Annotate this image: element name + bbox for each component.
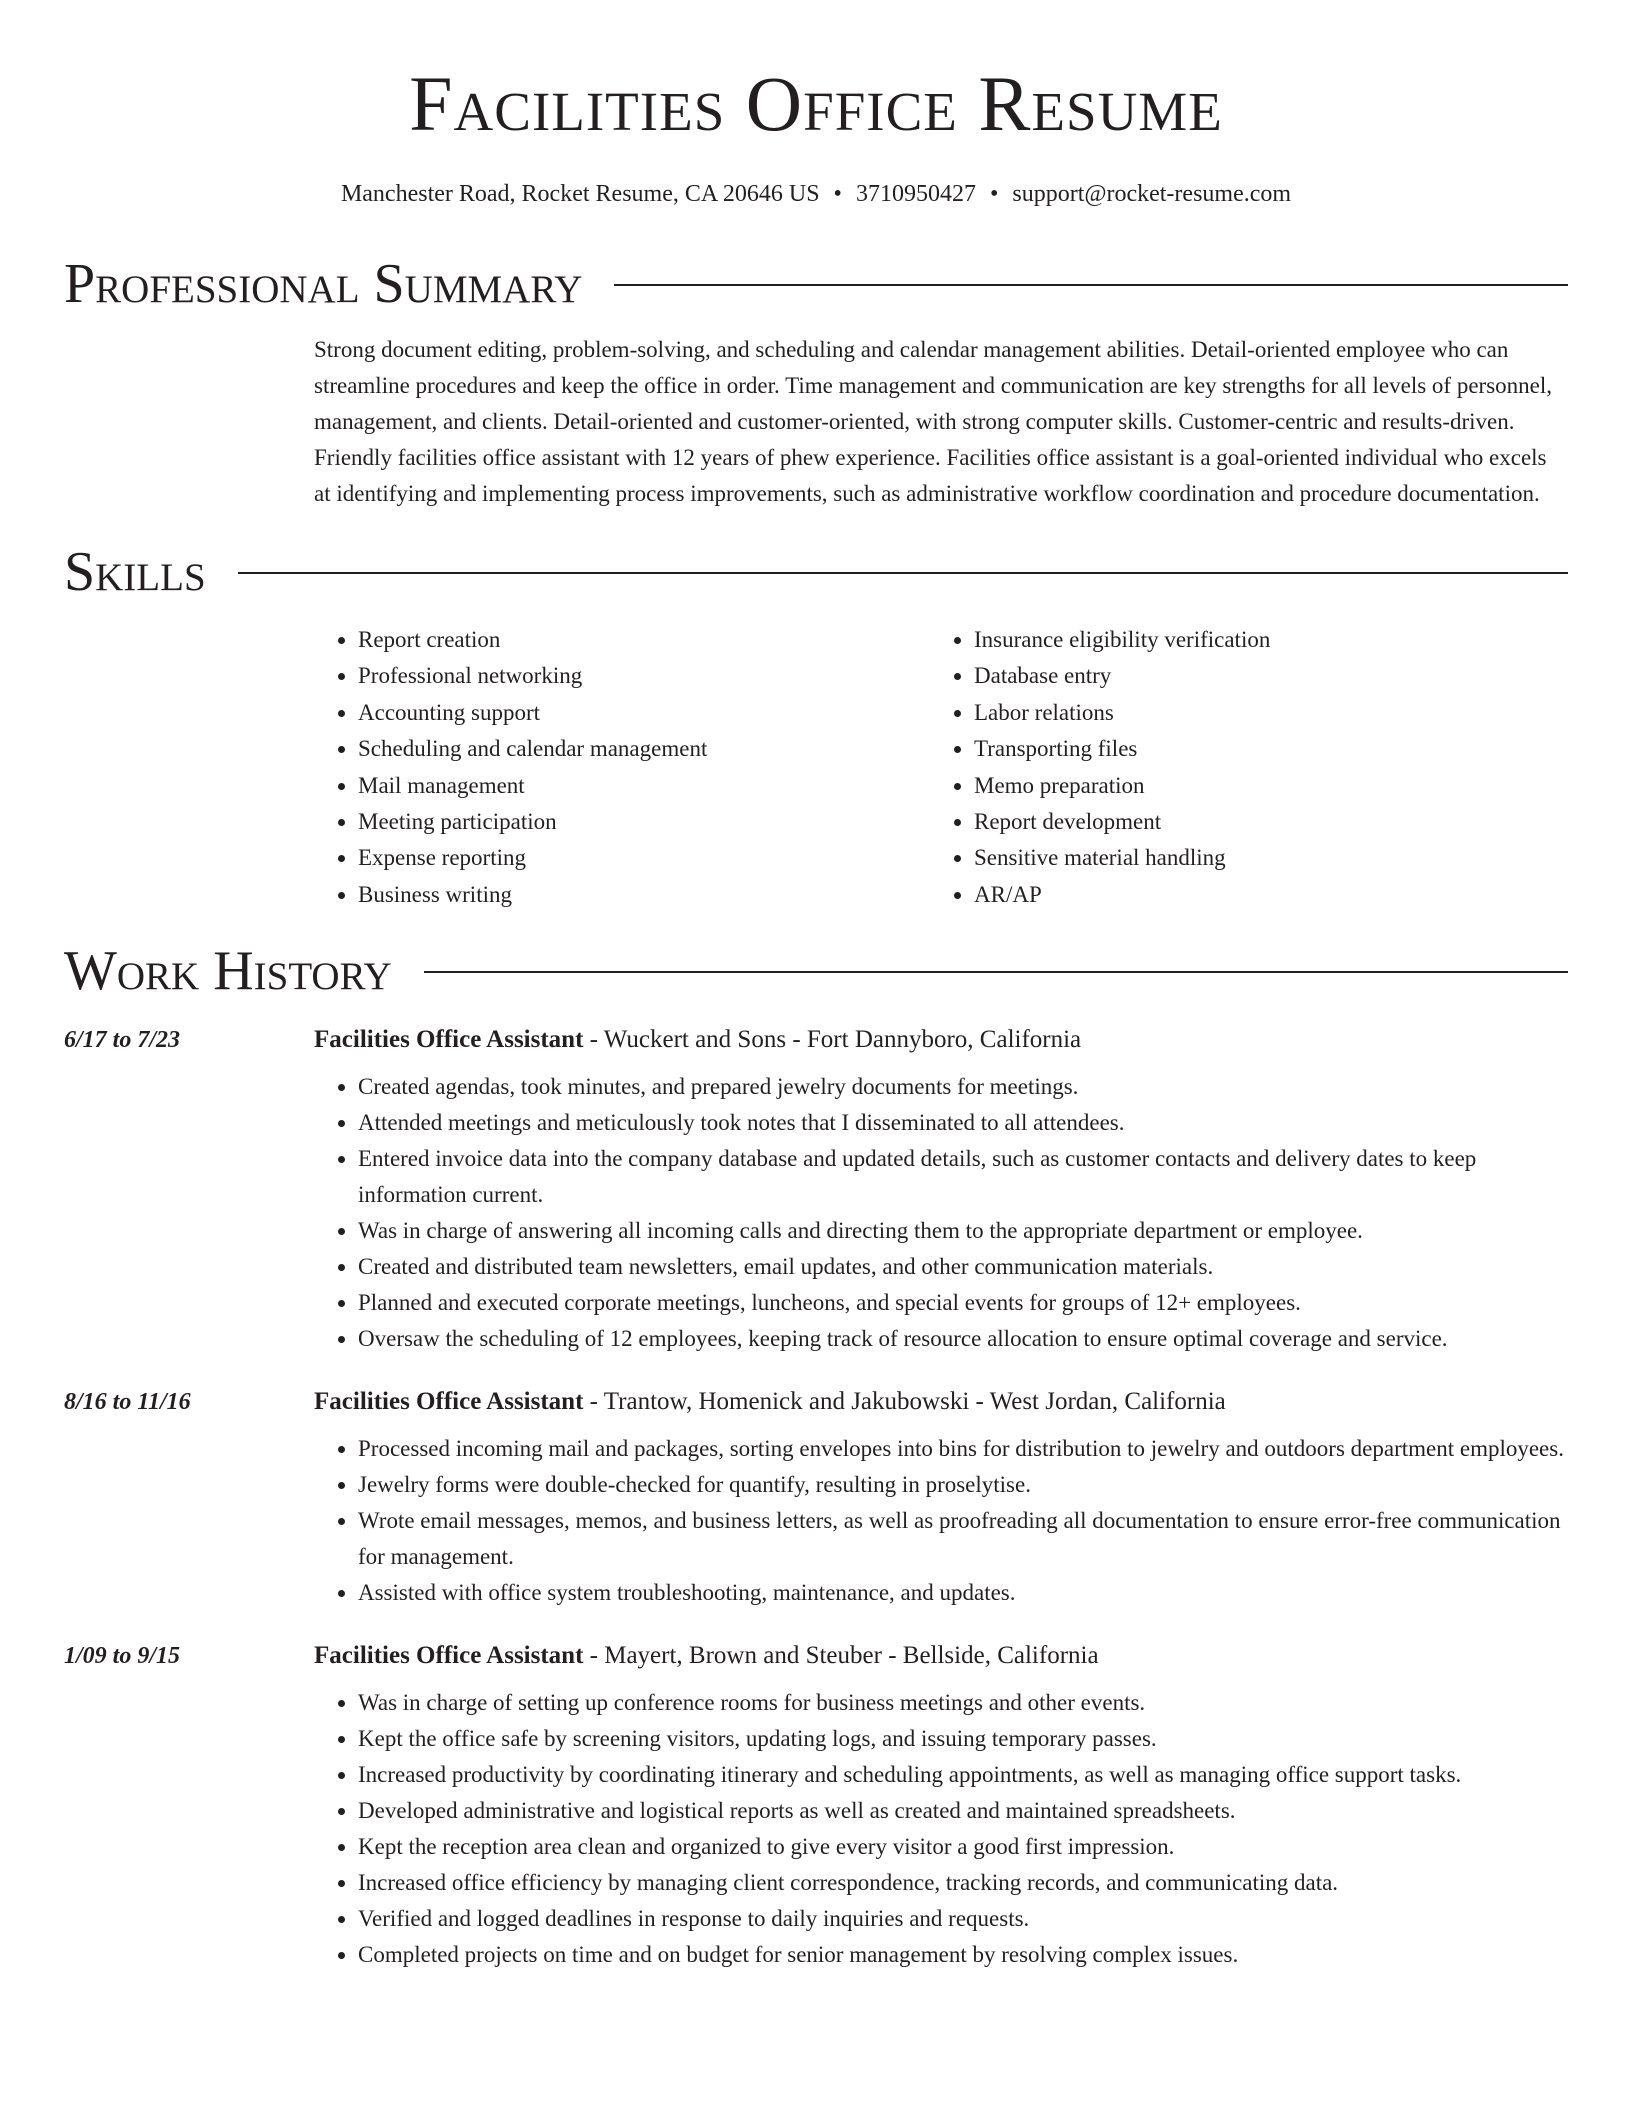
- job-bullet: • Developed administrative and logistical reports as well as created and maintained spreadsheets.: [358, 1793, 1568, 1829]
- job-bullet: • Kept the reception area clean and organized to give every visitor a good first impression.: [358, 1829, 1568, 1865]
- skill-item: • Database entry: [974, 658, 1546, 694]
- job-title: Facilities Office Assistant: [314, 1388, 584, 1416]
- job-entry: [64, 1639, 1568, 1973]
- contact-line: [64, 178, 1568, 210]
- job-bullet: • Created agendas, took minutes, and prepared jewelry documents for meetings.: [358, 1069, 1568, 1105]
- job-employer: - Wuckert and Sons - Fort Dannyboro, California: [583, 1026, 1082, 1054]
- skills-list: [314, 622, 1568, 913]
- skill-item: • Mail management: [358, 768, 930, 804]
- contact-address: Manchester Road, Rocket Resume, CA 20646 US: [340, 181, 820, 207]
- section-divider: [238, 572, 1568, 574]
- skill-item: • Labor relations: [974, 695, 1546, 731]
- skills-column-right: [930, 622, 1546, 913]
- skill-item: • Transporting files: [974, 731, 1546, 767]
- work-section-header: [64, 939, 1568, 1003]
- job-heading: [314, 1639, 1568, 1673]
- job-bullets: [314, 1431, 1568, 1611]
- skills-heading: Skills: [64, 541, 206, 603]
- job-employer: - Trantow, Homenick and Jakubowski - West Jordan, California: [583, 1388, 1226, 1416]
- contact-phone: 3710950427: [855, 181, 976, 207]
- job-bullets: [314, 1069, 1568, 1357]
- contact-email: support@rocket-resume.com: [1012, 181, 1292, 207]
- skill-item: • Memo preparation: [974, 768, 1546, 804]
- job-bullet: • Jewelry forms were double-checked for quantify, resulting in proselytise.: [358, 1467, 1568, 1503]
- skill-item: • Meeting participation: [358, 804, 930, 840]
- job-bullet: • Completed projects on time and on budget for senior management by resolving complex issues.: [358, 1937, 1568, 1973]
- job-bullet: • Increased office efficiency by managing client correspondence, tracking records, and communicating data.: [358, 1865, 1568, 1901]
- job-heading: [314, 1023, 1568, 1057]
- job-employer: - Mayert, Brown and Steuber - Bellside, California: [583, 1642, 1099, 1670]
- skill-item: • Report creation: [358, 622, 930, 658]
- job-bullets: [314, 1685, 1568, 1973]
- job-title: Facilities Office Assistant: [314, 1026, 584, 1054]
- job-entry: [64, 1023, 1568, 1357]
- skill-item: • Accounting support: [358, 695, 930, 731]
- job-bullet: • Verified and logged deadlines in response to daily inquiries and requests.: [358, 1901, 1568, 1937]
- skill-item: • Scheduling and calendar management: [358, 731, 930, 767]
- job-bullet: • Was in charge of setting up conference rooms for business meetings and other events.: [358, 1685, 1568, 1721]
- job-bullet: • Created and distributed team newsletters, email updates, and other communication materials.: [358, 1249, 1568, 1285]
- job-bullet: • Planned and executed corporate meetings, luncheons, and special events for groups of 12+ employees.: [358, 1285, 1568, 1321]
- job-heading: [314, 1385, 1568, 1419]
- job-bullet: • Wrote email messages, memos, and business letters, as well as proofreading all documentation to ensure error-free communication for management.: [358, 1503, 1568, 1575]
- summary-section-header: [64, 252, 1568, 316]
- skill-item: • Professional networking: [358, 658, 930, 694]
- skill-item: • Business writing: [358, 877, 930, 913]
- work-history-list: [64, 1023, 1568, 1973]
- section-divider: [614, 284, 1568, 286]
- skill-item: • Insurance eligibility verification: [974, 622, 1546, 658]
- resume-title: Facilities Office Resume: [409, 60, 1223, 147]
- work-heading: Work History: [64, 940, 392, 1003]
- job-bullet: • Oversaw the scheduling of 12 employees, keeping track of resource allocation to ensure optimal coverage and service.: [358, 1321, 1568, 1357]
- job-bullet: • Increased productivity by coordinating itinerary and scheduling appointments, as well as managing office support tasks.: [358, 1757, 1568, 1793]
- job-dates: 8/16 to 11/16: [64, 1389, 191, 1416]
- resume-page: [64, 0, 1568, 1973]
- summary-text: Strong document editing, problem-solving, and scheduling and calendar management abilities. Detail-oriented employee who can streamline procedures and keep the office in order. Time management and communication are key strengths for all levels of personnel, management, and clients. Detail-oriented and customer-oriented, with strong computer skills. Customer-centric and results-driven. Friendly facilities office assistant with 12 years of phew experience. Facilities office assistant is a goal-oriented individual who excels at identifying and implementing process improvements, such as administrative workflow coordination and procedure documentation.: [314, 337, 1552, 506]
- skill-item: • Report development: [974, 804, 1546, 840]
- job-bullet: • Assisted with office system troubleshooting, maintenance, and updates.: [358, 1575, 1568, 1611]
- skill-item: • AR/AP: [974, 877, 1546, 913]
- job-dates: 1/09 to 9/15: [64, 1643, 181, 1670]
- contact-separator: •: [989, 181, 999, 207]
- contact-separator: •: [833, 181, 842, 207]
- skill-item: • Expense reporting: [358, 840, 930, 876]
- job-bullet: • Attended meetings and meticulously took notes that I disseminated to all attendees.: [358, 1105, 1568, 1141]
- skills-section-header: [64, 540, 1568, 604]
- job-entry: [64, 1385, 1568, 1611]
- job-bullet: • Kept the office safe by screening visitors, updating logs, and issuing temporary passes.: [358, 1721, 1568, 1757]
- job-dates: 6/17 to 7/23: [64, 1027, 181, 1054]
- job-bullet: • Was in charge of answering all incoming calls and directing them to the appropriate department or employee.: [358, 1213, 1568, 1249]
- job-title: Facilities Office Assistant: [314, 1642, 584, 1670]
- job-bullet: • Entered invoice data into the company database and updated details, such as customer contacts and delivery dates to keep information current.: [358, 1141, 1568, 1213]
- section-divider: [424, 971, 1568, 973]
- summary-heading: Professional Summary: [64, 253, 583, 315]
- job-bullet: • Processed incoming mail and packages, sorting envelopes into bins for distribution to jewelry and outdoors department employees.: [358, 1431, 1568, 1467]
- skills-column-left: [314, 622, 930, 913]
- skill-item: • Sensitive material handling: [974, 840, 1546, 876]
